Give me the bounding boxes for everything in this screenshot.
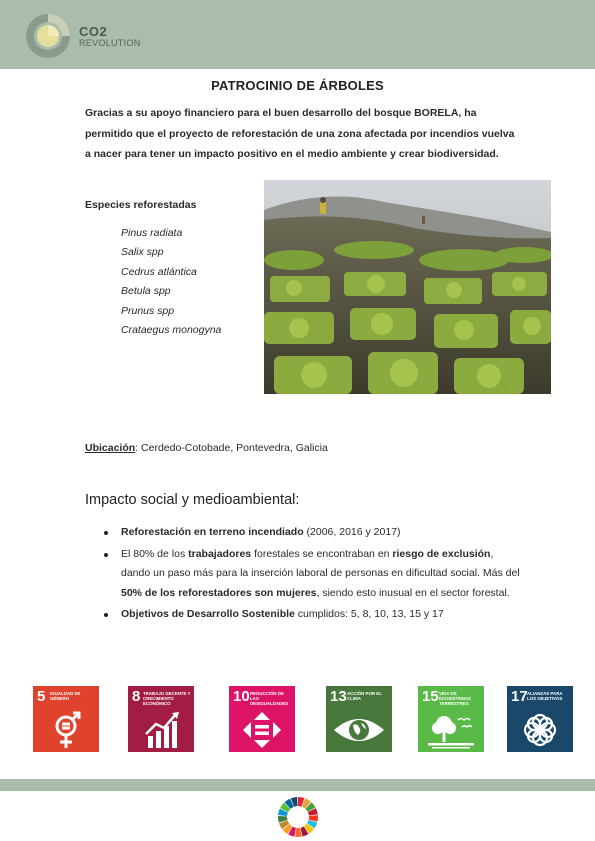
eye-earth-icon <box>326 710 392 750</box>
sdg-name: ACCIÓN POR EL CLIMA <box>347 691 382 702</box>
page-title: PATROCINIO DE ÁRBOLES <box>211 78 384 93</box>
sdg-number: 5 <box>37 688 46 705</box>
species-item: Prunus spp <box>121 304 175 317</box>
impact-bold: riesgo de exclusión <box>392 547 491 560</box>
sdg-tile-8 <box>128 686 194 752</box>
impact-text: El 80% de los <box>121 547 189 560</box>
sdg-wheel-icon <box>277 796 319 838</box>
impact-bold: Reforestación en terreno incendiado <box>121 526 304 538</box>
tree-birds-icon <box>418 710 484 750</box>
growth-chart-icon <box>128 710 194 750</box>
impact-item-sdgs <box>104 605 524 625</box>
location-line <box>85 442 328 454</box>
impact-text: , siendo esto inusual en el sector forestal. <box>316 586 510 599</box>
reforestation-photo <box>264 180 551 394</box>
species-item: Betula spp <box>121 285 171 298</box>
sdg-name: TRABAJO DECENTE Y CRECIMIENTO ECONÓMICO <box>143 691 191 707</box>
impact-item-reforestation <box>104 523 524 543</box>
footer-band <box>0 779 595 791</box>
sdg-tile-5 <box>33 686 99 752</box>
co2-revolution-logo-icon <box>24 12 72 60</box>
species-heading: Especies reforestadas <box>85 199 197 211</box>
sdg-number: 13 <box>330 688 347 705</box>
impact-bold: trabajadores <box>188 547 252 560</box>
sdg-name: REDUCCIÓN DE LAS DESIGUALDADES <box>250 691 289 707</box>
sdg-wheel-segment <box>295 828 302 837</box>
logo-line2: REVOLUTION <box>79 37 141 48</box>
location-label: Ubicación <box>85 442 136 454</box>
species-item: Salix spp <box>121 246 164 259</box>
sdg-tile-13 <box>326 686 392 752</box>
species-list <box>121 224 221 340</box>
impact-text: (2006, 2016 y 2017) <box>303 526 401 538</box>
species-item: Pinus radiata <box>121 227 183 239</box>
equality-arrows-icon <box>229 710 295 750</box>
sdg-number: 10 <box>233 688 250 705</box>
sdg-number: 17 <box>511 688 528 705</box>
impact-item-workers <box>104 545 524 604</box>
species-item: Crataegus monogyna <box>121 324 222 337</box>
sdg-name: VIDA DE ECOSISTEMAS TERRESTRES <box>439 691 471 707</box>
header-band <box>0 0 595 69</box>
impact-text: cumplidos: 5, 8, 10, 13, 15 y 17 <box>294 608 444 621</box>
sdg-name: IGUALDAD DE GÉNERO <box>50 691 81 702</box>
impact-text: forestales se encontraban en <box>251 547 393 560</box>
impact-bold: Objetivos de Desarrollo Sostenible <box>121 608 295 621</box>
sdg-number: 8 <box>132 688 141 705</box>
logo-line1: CO2 <box>79 24 108 39</box>
gender-equality-icon <box>33 710 99 750</box>
sdg-tile-10 <box>229 686 295 752</box>
species-item: Cedrus atlántica <box>121 265 197 278</box>
impact-list <box>104 523 524 627</box>
sdg-tile-15 <box>418 686 484 752</box>
sdg-name: ALIANZAS PARA LOS OBJETIVOS <box>527 691 563 702</box>
impact-bold: 50% de los reforestadores son mujeres <box>121 586 317 599</box>
logo-wordmark <box>79 25 141 48</box>
sdg-number: 15 <box>422 688 439 705</box>
impact-heading: Impacto social y medioambiental: <box>85 492 300 508</box>
sdg-tile-17 <box>507 686 573 752</box>
intro-paragraph: Gracias a su apoyo financiero para el buen desarrollo del bosque BORELA, ha permitido que el proyecto de reforestación de una zona afectada por incendios vuelva a nacer para tener un impacto positivo en el medio ambiente y crear biodiversidad. <box>85 107 515 160</box>
partnership-flower-icon <box>507 710 573 750</box>
location-value: : Cerdedo-Cotobade, Pontevedra, Galicia <box>135 442 328 454</box>
impact-text: , dando un paso más para la inserción laboral de personas en dificultad social. Más del <box>121 547 520 580</box>
